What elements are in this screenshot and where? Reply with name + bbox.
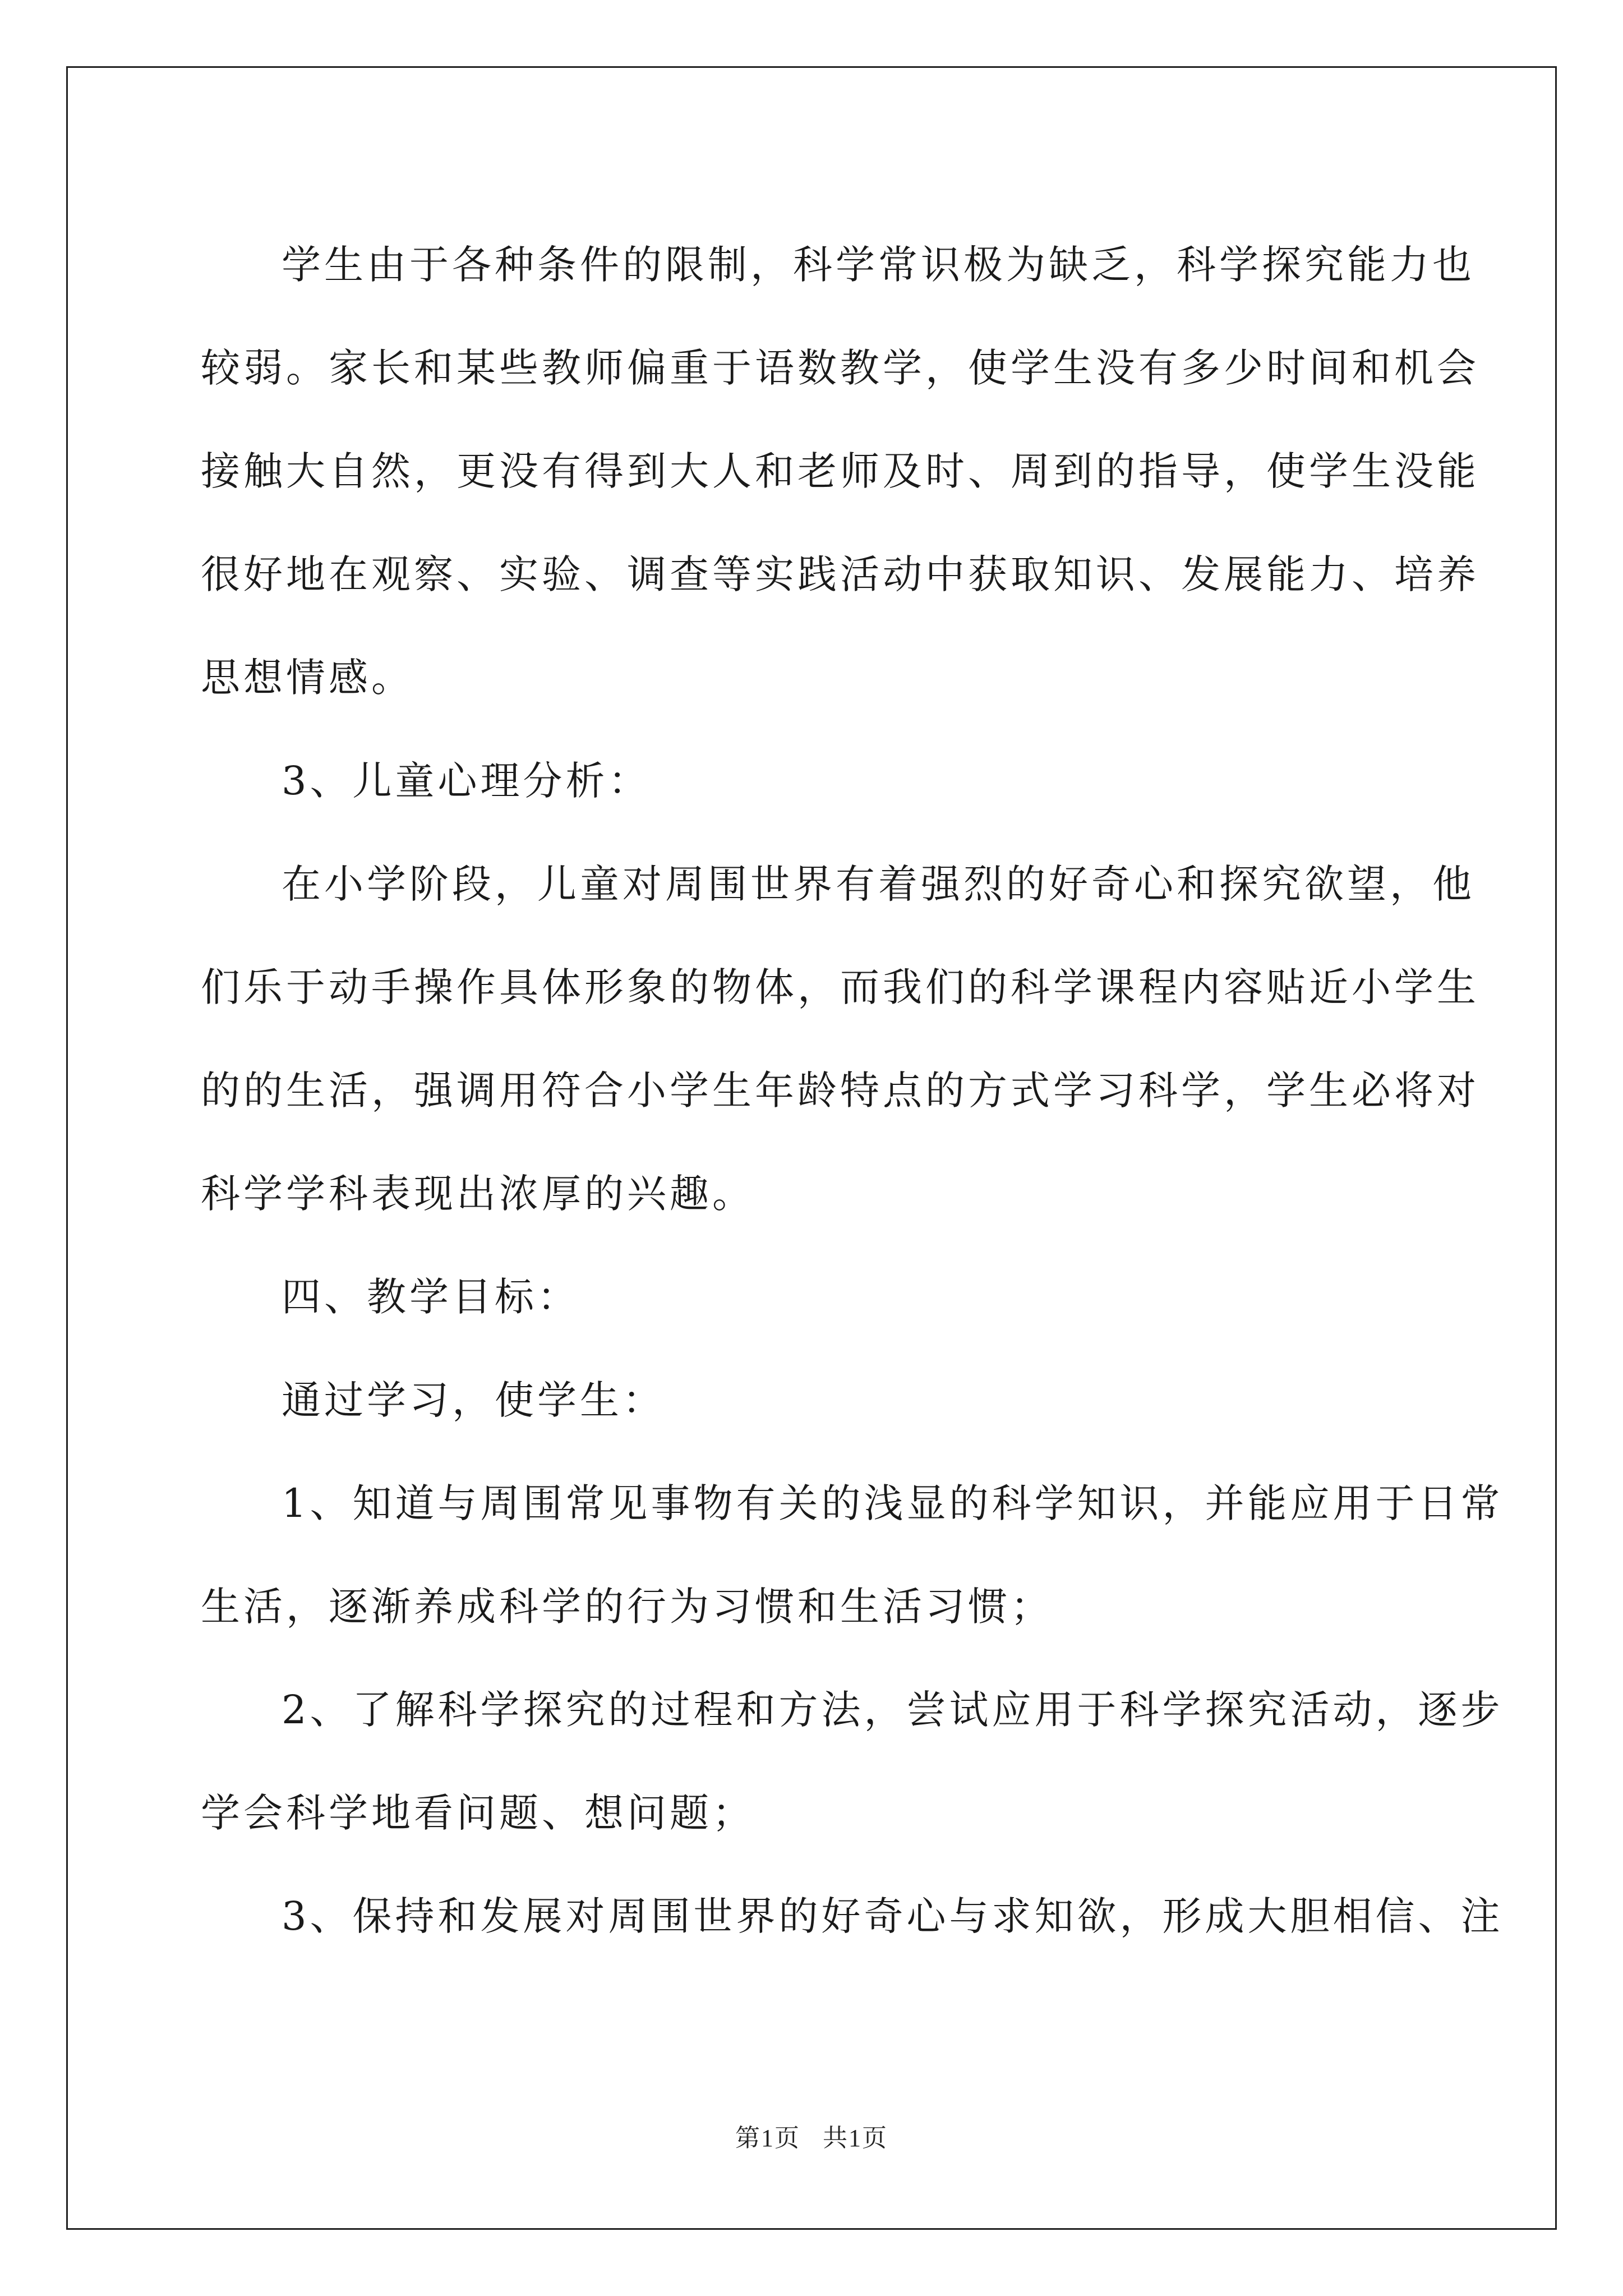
text-line: 较弱。家长和某些教师偏重于语数教学，使学生没有多少时间和机会 xyxy=(201,345,1479,391)
page-number: 第1页 xyxy=(735,2124,800,2152)
text-line: 2、了解科学探究的过程和方法，尝试应用于科学探究活动，逐步 xyxy=(282,1687,1504,1733)
paragraph xyxy=(201,1452,1504,1658)
text-line: 3、保持和发展对周围世界的好奇心与求知欲，形成大胆相信、注 xyxy=(282,1893,1504,1939)
text-line: 通过学习，使学生： xyxy=(282,1377,665,1423)
text-line: 学会科学地看问题、想问题； xyxy=(201,1790,755,1836)
paragraph xyxy=(201,1349,1435,1452)
paragraph xyxy=(201,1245,1435,1349)
text-line: 科学学科表现出浓厚的兴趣。 xyxy=(201,1171,755,1217)
paragraph xyxy=(201,213,1479,729)
text-line: 的的生活，强调用符合小学生年龄特点的方式学习科学，学生必将对 xyxy=(201,1068,1479,1114)
text-line: 3、儿童心理分析： xyxy=(282,758,651,804)
page-footer xyxy=(0,2118,1623,2154)
paragraph xyxy=(201,1865,1504,1968)
document-body xyxy=(201,213,1504,1968)
text-line: 们乐于动手操作具体形象的物体，而我们的科学课程内容贴近小学生 xyxy=(201,964,1479,1010)
text-line: 四、教学目标： xyxy=(282,1274,580,1320)
paragraph xyxy=(201,1658,1504,1865)
paragraph xyxy=(201,729,1435,832)
text-line: 在小学阶段，儿童对周围世界有着强烈的好奇心和探究欲望，他 xyxy=(282,861,1475,907)
text-line: 接触大自然，更没有得到大人和老师及时、周到的指导，使学生没能 xyxy=(201,448,1479,494)
text-line: 生活，逐渐养成科学的行为习惯和生活习惯； xyxy=(201,1584,1053,1630)
text-line: 很好地在观察、实验、调查等实践活动中获取知识、发展能力、培养 xyxy=(201,551,1479,597)
page-total: 共1页 xyxy=(823,2124,888,2152)
text-line: 1、知道与周围常见事物有关的浅显的科学知识，并能应用于日常 xyxy=(282,1480,1504,1526)
text-line: 学生由于各种条件的限制，科学常识极为缺乏，科学探究能力也 xyxy=(282,242,1475,288)
text-line: 思想情感。 xyxy=(201,655,414,701)
paragraph xyxy=(201,832,1479,1245)
